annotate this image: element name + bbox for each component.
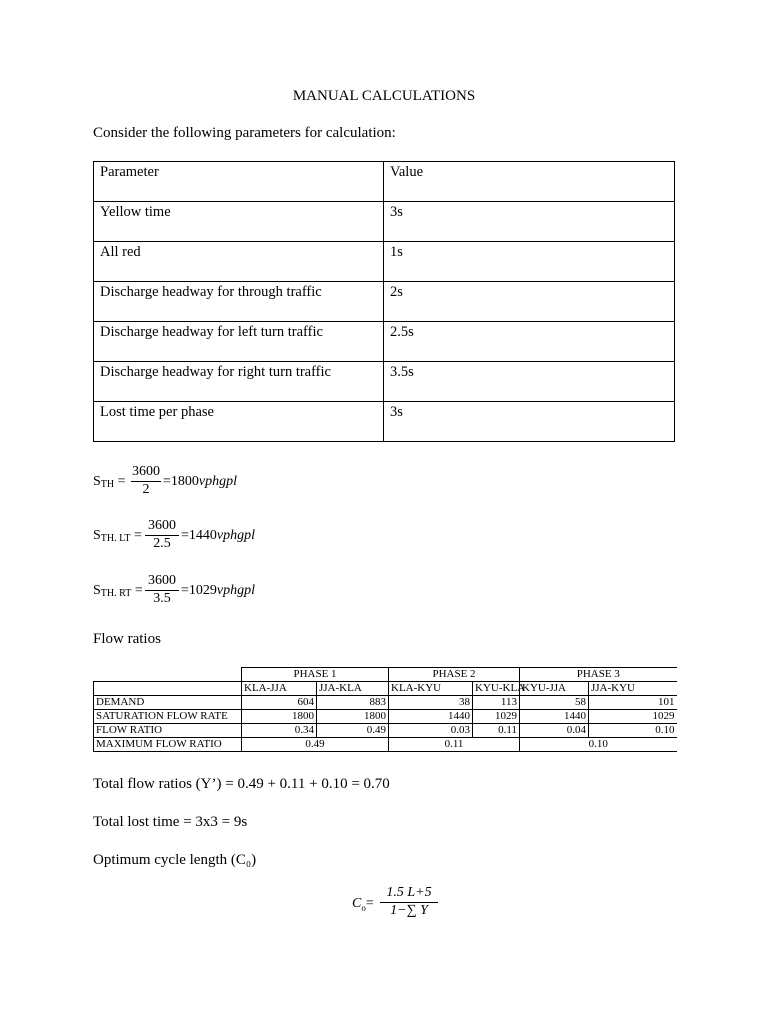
table-row bbox=[94, 710, 677, 724]
table-row bbox=[94, 282, 675, 322]
total-lost-time: Total lost time = 3x3 = 9s bbox=[93, 814, 248, 830]
table-cell: 0.49 bbox=[317, 724, 389, 738]
table-cell: 1029 bbox=[473, 710, 520, 724]
table-row bbox=[94, 696, 677, 710]
max-flow-cell: 0.49 bbox=[242, 738, 389, 752]
table-cell: 58 bbox=[520, 696, 589, 710]
phase-header: PHASE 2 bbox=[389, 668, 520, 682]
movement-header-row bbox=[94, 682, 677, 696]
corner-cell bbox=[94, 668, 242, 682]
value-cell: 3s bbox=[384, 202, 675, 242]
movement-header: KYU-JJA bbox=[520, 682, 589, 696]
table-cell: 38 bbox=[389, 696, 473, 710]
value-cell: 3.5s bbox=[384, 362, 675, 402]
max-flow-cell: 0.11 bbox=[389, 738, 520, 752]
movement-header: JJA-KYU bbox=[589, 682, 677, 696]
equation-lhs: $S_{TH}$ = bbox=[93, 474, 126, 490]
value-cell: 2.5s bbox=[384, 322, 675, 362]
table-cell: 101 bbox=[589, 696, 677, 710]
table-cell: 1029 bbox=[589, 710, 677, 724]
table-cell: 0.11 bbox=[473, 724, 520, 738]
movement-header: KLA-JJA bbox=[242, 682, 317, 696]
value-cell: 1s bbox=[384, 242, 675, 282]
movement-header: KYU-KLA bbox=[473, 682, 520, 696]
cycle-length-heading: Optimum cycle length (C₀) bbox=[93, 852, 257, 868]
equation-lhs: $S_{TH. LT}$ = bbox=[93, 528, 142, 544]
table-cell: 0.10 bbox=[589, 724, 677, 738]
table-cell: 0.34 bbox=[242, 724, 317, 738]
table-cell: 1440 bbox=[389, 710, 473, 724]
equation-result: =1800vphgpl bbox=[163, 474, 238, 489]
table-header-row bbox=[94, 162, 675, 202]
table-row bbox=[94, 322, 675, 362]
value-cell: Value bbox=[384, 162, 675, 202]
parameter-table bbox=[93, 161, 675, 442]
total-flow-ratio: Total flow ratios (Y’) = 0.49 + 0.11 + 0.10 = 0.70 bbox=[93, 776, 390, 792]
parameter-cell: Yellow time bbox=[94, 202, 384, 242]
flow-ratio-table bbox=[93, 667, 677, 752]
phase-header: PHASE 3 bbox=[520, 668, 677, 682]
equation-fraction: 3600 3.5 bbox=[145, 573, 179, 607]
table-row bbox=[94, 362, 675, 402]
page-title: MANUAL CALCULATIONS bbox=[292, 88, 476, 104]
row-label-cell bbox=[94, 682, 242, 696]
equation-fraction: 3600 2.5 bbox=[145, 518, 179, 552]
flow-ratios-heading: Flow ratios bbox=[93, 631, 161, 647]
formula-lhs: $C_o=$ bbox=[352, 896, 374, 913]
parameter-cell: Discharge headway for right turn traffic bbox=[94, 362, 384, 402]
phase-header-row bbox=[94, 668, 677, 682]
parameter-cell: All red bbox=[94, 242, 384, 282]
row-label: FLOW RATIO bbox=[94, 724, 242, 738]
table-row bbox=[94, 724, 677, 738]
parameter-cell: Parameter bbox=[94, 162, 384, 202]
value-cell: 3s bbox=[384, 402, 675, 442]
parameter-cell: Discharge headway for left turn traffic bbox=[94, 322, 384, 362]
table-row bbox=[94, 402, 675, 442]
value-cell: 2s bbox=[384, 282, 675, 322]
table-cell: 0.03 bbox=[389, 724, 473, 738]
equation-fraction: 3600 2 bbox=[132, 464, 160, 497]
row-label: SATURATION FLOW RATE bbox=[94, 710, 242, 724]
row-label: DEMAND bbox=[94, 696, 242, 710]
equation-lhs: $S_{TH. RT}$ = bbox=[93, 583, 143, 599]
table-row bbox=[94, 242, 675, 282]
movement-header: JJA-KLA bbox=[317, 682, 389, 696]
table-cell: 1440 bbox=[520, 710, 589, 724]
table-cell: 1800 bbox=[242, 710, 317, 724]
row-label: MAXIMUM FLOW RATIO bbox=[94, 738, 242, 752]
movement-header: KLA-KYU bbox=[389, 682, 473, 696]
table-cell: 883 bbox=[317, 696, 389, 710]
formula-fraction: 1.5 L+5 1−∑ Y bbox=[380, 885, 438, 919]
max-flow-cell: 0.10 bbox=[520, 738, 677, 752]
parameter-cell: Discharge headway for through traffic bbox=[94, 282, 384, 322]
parameter-cell: Lost time per phase bbox=[94, 402, 384, 442]
table-cell: 113 bbox=[473, 696, 520, 710]
equation-result: =1029vphgpl bbox=[181, 583, 256, 598]
table-row bbox=[94, 202, 675, 242]
equation-result: =1440vphgpl bbox=[181, 528, 256, 543]
max-flow-row bbox=[94, 738, 677, 752]
table-cell: 604 bbox=[242, 696, 317, 710]
phase-header: PHASE 1 bbox=[242, 668, 389, 682]
table-cell: 0.04 bbox=[520, 724, 589, 738]
table-cell: 1800 bbox=[317, 710, 389, 724]
intro-text: Consider the following parameters for calculation: bbox=[93, 125, 396, 141]
